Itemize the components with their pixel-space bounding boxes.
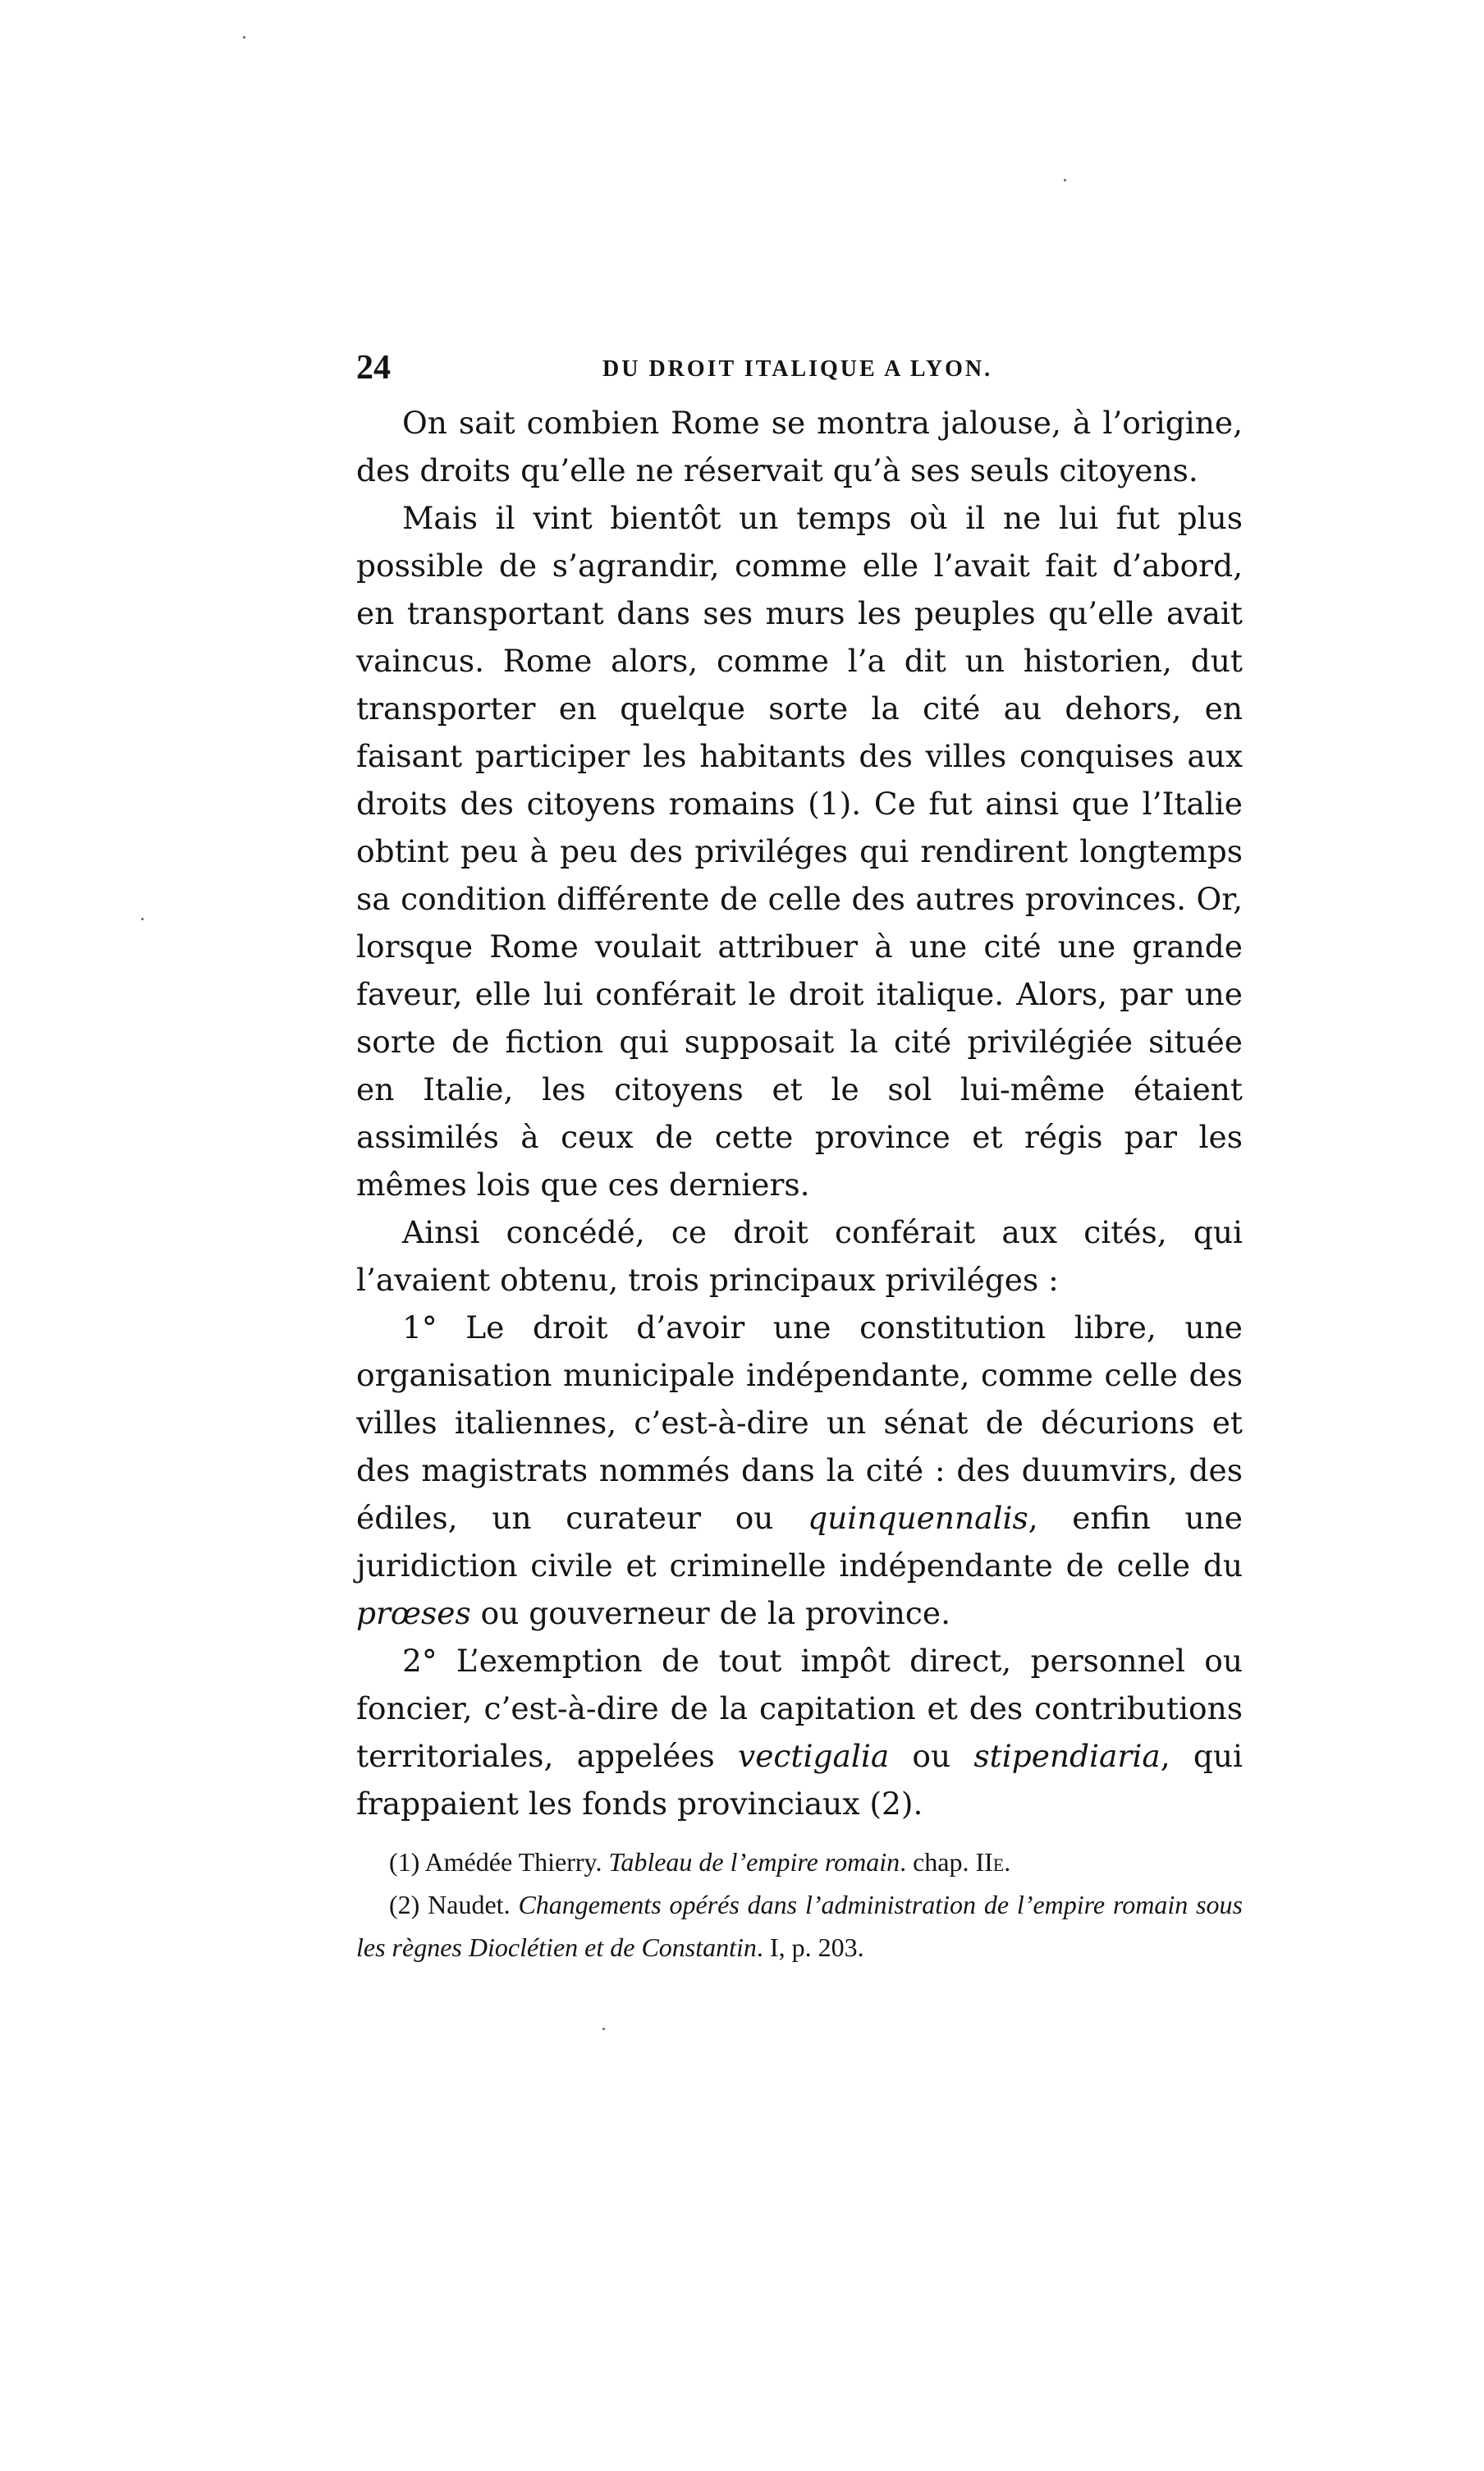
footnote-title: Tableau de l’empire romain <box>608 1847 900 1877</box>
text-run: , qui frappaient les fonds provinciaux (2). <box>356 1738 1243 1822</box>
body-text <box>356 399 1243 1827</box>
running-title: DU DROIT ITALIQUE A LYON. <box>602 356 993 382</box>
italic-term: stipendiaria <box>973 1738 1161 1774</box>
text-run: On sait combien Rome se montra jalouse, à l’origine, des droits qu’elle ne réservait qu’à ses seuls citoyens. <box>356 405 1243 488</box>
text-run: Ainsi concédé, ce droit conférait aux cités, qui l’avaient obtenu, trois principaux priviléges : <box>356 1214 1243 1298</box>
print-speck <box>1064 179 1066 181</box>
print-speck <box>141 918 144 920</box>
footnote <box>356 1841 1243 1883</box>
italic-term: quinquennalis <box>808 1500 1028 1536</box>
footnote-text: (1) Amédée Thierry. <box>389 1847 609 1877</box>
italic-term: vectigalia <box>738 1738 890 1774</box>
footnote-chapter: IIe <box>975 1847 1005 1877</box>
text-run: ou gouverneur de la province. <box>470 1595 950 1631</box>
italic-term: prœses <box>356 1595 471 1631</box>
footnote-text: . I, p. 203. <box>756 1932 864 1962</box>
footnote-title: Changements opérés dans l’administration de l’empire romain sous les règnes Dioclétien et de Constantin <box>356 1890 1244 1962</box>
text-run: 2° L’exemption de tout impôt direct, personnel ou foncier, c’est-à-dire de la capitation et des contributions territoriales, appelées <box>356 1643 1243 1774</box>
paragraph <box>356 494 1243 1208</box>
paragraph <box>356 1637 1243 1827</box>
paragraph <box>356 1304 1243 1637</box>
footnotes <box>356 1841 1243 1969</box>
footnote-text: (2) Naudet. <box>389 1890 519 1919</box>
footnote <box>356 1883 1243 1969</box>
text-run: ou <box>889 1738 974 1774</box>
text-run: , enfin une juridiction civile et criminelle indépendante de celle du <box>356 1500 1244 1584</box>
print-speck <box>243 36 245 39</box>
running-head <box>356 343 1243 392</box>
footnote-text: . chap. <box>900 1847 976 1877</box>
text-run: Mais il vint bientôt un temps où il ne lui fut plus possible de s’agrandir, comme elle l’avait fait d’abord, en transportant dans ses murs les peuples qu’elle avait vaincus. Rome alors, comme l’a dit un historien, dut transporter en quelque sorte la cité au dehors, en faisant participer les habitants des villes conquises aux droits des citoyens romains (1). Ce fut ainsi que l’Italie obtint peu à peu des priviléges qui rendirent longtemps sa condition différente de celle des autres provinces. Or, lorsque Rome voulait attribuer à une cité une grande faveur, elle lui conférait le droit italique. Alors, par une sorte de fiction qui supposait la cité privilégiée située en Italie, les citoyens et le sol lui-même étaient assimilés à ceux de cette province et régis par les mêmes lois que ces derniers. <box>356 500 1243 1203</box>
print-speck <box>602 2028 605 2030</box>
page-number: 24 <box>356 349 391 387</box>
paragraph <box>356 399 1243 494</box>
paragraph <box>356 1208 1243 1304</box>
footnote-text: . <box>1004 1847 1011 1877</box>
text-run: 1° Le droit d’avoir une constitution libre, une organisation municipale indépendante, comme celle des villes italiennes, c’est-à-dire un sénat de décurions et des magistrats nommés dans la cité : des duumvirs, des édiles, un curateur ou <box>356 1309 1243 1536</box>
